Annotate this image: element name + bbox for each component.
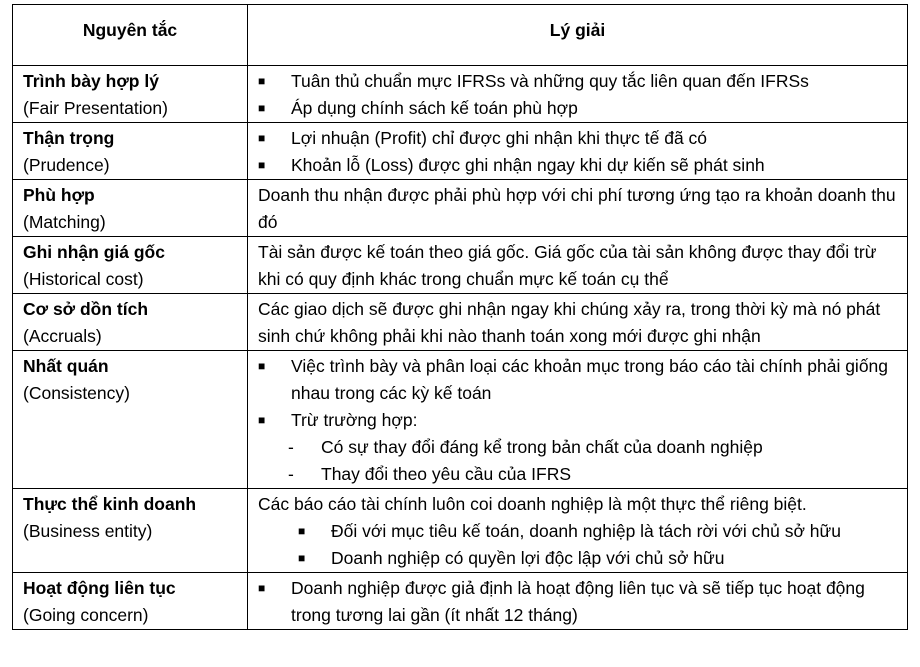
table-row: [13, 351, 908, 489]
table-row: [13, 489, 908, 573]
bullet-list: [258, 518, 897, 572]
sub-list-item: - Có sự thay đổi đáng kể trong bản chất của doanh nghiệp: [258, 434, 897, 461]
list-item: ■ Áp dụng chính sách kế toán phù hợp: [258, 95, 897, 122]
principle-name: Thận trọng: [23, 128, 115, 148]
principle-cell: [13, 573, 248, 630]
explanation-cell: [248, 573, 908, 630]
table-row: [13, 573, 908, 630]
list-item: ■ Doanh nghiệp có quyền lợi độc lập với chủ sở hữu: [258, 545, 897, 572]
bullet-list: [258, 68, 897, 122]
header-row: [13, 5, 908, 66]
explanation-cell: Các giao dịch sẽ được ghi nhận ngay khi chúng xảy ra, trong thời kỳ mà nó phát sinh chứ không phải khi nào thanh toán xong mới được ghi nhận: [248, 294, 908, 351]
dash-list: [258, 434, 897, 488]
explanation-text: Các báo cáo tài chính luôn coi doanh nghiệp là một thực thể riêng biệt.: [258, 494, 807, 514]
principle-name: Thực thể kinh doanh: [23, 494, 197, 514]
principle-english: (Fair Presentation): [23, 98, 168, 118]
list-item: ■ Đối với mục tiêu kế toán, doanh nghiệp là tách rời với chủ sở hữu: [258, 518, 897, 545]
principle-english: (Prudence): [23, 155, 110, 175]
principle-english: (Historical cost): [23, 269, 144, 289]
principle-cell: [13, 66, 248, 123]
principle-cell: [13, 180, 248, 237]
principles-table: [12, 4, 908, 630]
bullet-list: [258, 125, 897, 179]
table-row: [13, 294, 908, 351]
principle-name: Hoạt động liên tục: [23, 578, 176, 598]
principle-name: Nhất quán: [23, 356, 109, 376]
list-item: ■ Trừ trường hợp:: [258, 407, 897, 434]
explanation-cell: Tài sản được kế toán theo giá gốc. Giá gốc của tài sản không được thay đổi trừ khi có quy định khác trong chuẩn mực kế toán cụ thể: [248, 237, 908, 294]
table-row: [13, 237, 908, 294]
principle-english: (Business entity): [23, 521, 153, 541]
list-item: ■ Việc trình bày và phân loại các khoản mục trong báo cáo tài chính phải giống nhau trong các kỳ kế toán: [258, 353, 897, 407]
principle-cell: [13, 123, 248, 180]
header-principle: Nguyên tắc: [13, 5, 248, 66]
table-row: [13, 66, 908, 123]
table-row: [13, 180, 908, 237]
list-item: ■ Lợi nhuận (Profit) chỉ được ghi nhận khi thực tế đã có: [258, 125, 897, 152]
bullet-list: [258, 575, 897, 629]
principle-english: (Matching): [23, 212, 106, 232]
list-item: ■ Khoản lỗ (Loss) được ghi nhận ngay khi dự kiến sẽ phát sinh: [258, 152, 897, 179]
principle-english: (Accruals): [23, 326, 102, 346]
explanation-cell: [248, 123, 908, 180]
principle-name: Cơ sở dồn tích: [23, 299, 149, 319]
principle-cell: [13, 237, 248, 294]
sub-list-item: - Thay đổi theo yêu cầu của IFRS: [258, 461, 897, 488]
explanation-cell: [248, 489, 908, 573]
principle-english: (Consistency): [23, 383, 130, 403]
principle-name: Ghi nhận giá gốc: [23, 242, 165, 262]
explanation-cell: Doanh thu nhận được phải phù hợp với chi phí tương ứng tạo ra khoản doanh thu đó: [248, 180, 908, 237]
principle-cell: [13, 294, 248, 351]
explanation-cell: [248, 66, 908, 123]
table-row: [13, 123, 908, 180]
header-explanation: Lý giải: [248, 5, 908, 66]
list-item: ■ Tuân thủ chuẩn mực IFRSs và những quy tắc liên quan đến IFRSs: [258, 68, 897, 95]
list-item: ■ Doanh nghiệp được giả định là hoạt động liên tục và sẽ tiếp tục hoạt động trong tương lai gần (ít nhất 12 tháng): [258, 575, 897, 629]
principle-name: Trình bày hợp lý: [23, 71, 159, 91]
principle-english: (Going concern): [23, 605, 149, 625]
principle-cell: [13, 489, 248, 573]
bullet-list: [258, 353, 897, 434]
principle-cell: [13, 351, 248, 489]
explanation-cell: [248, 351, 908, 489]
principle-name: Phù hợp: [23, 185, 95, 205]
